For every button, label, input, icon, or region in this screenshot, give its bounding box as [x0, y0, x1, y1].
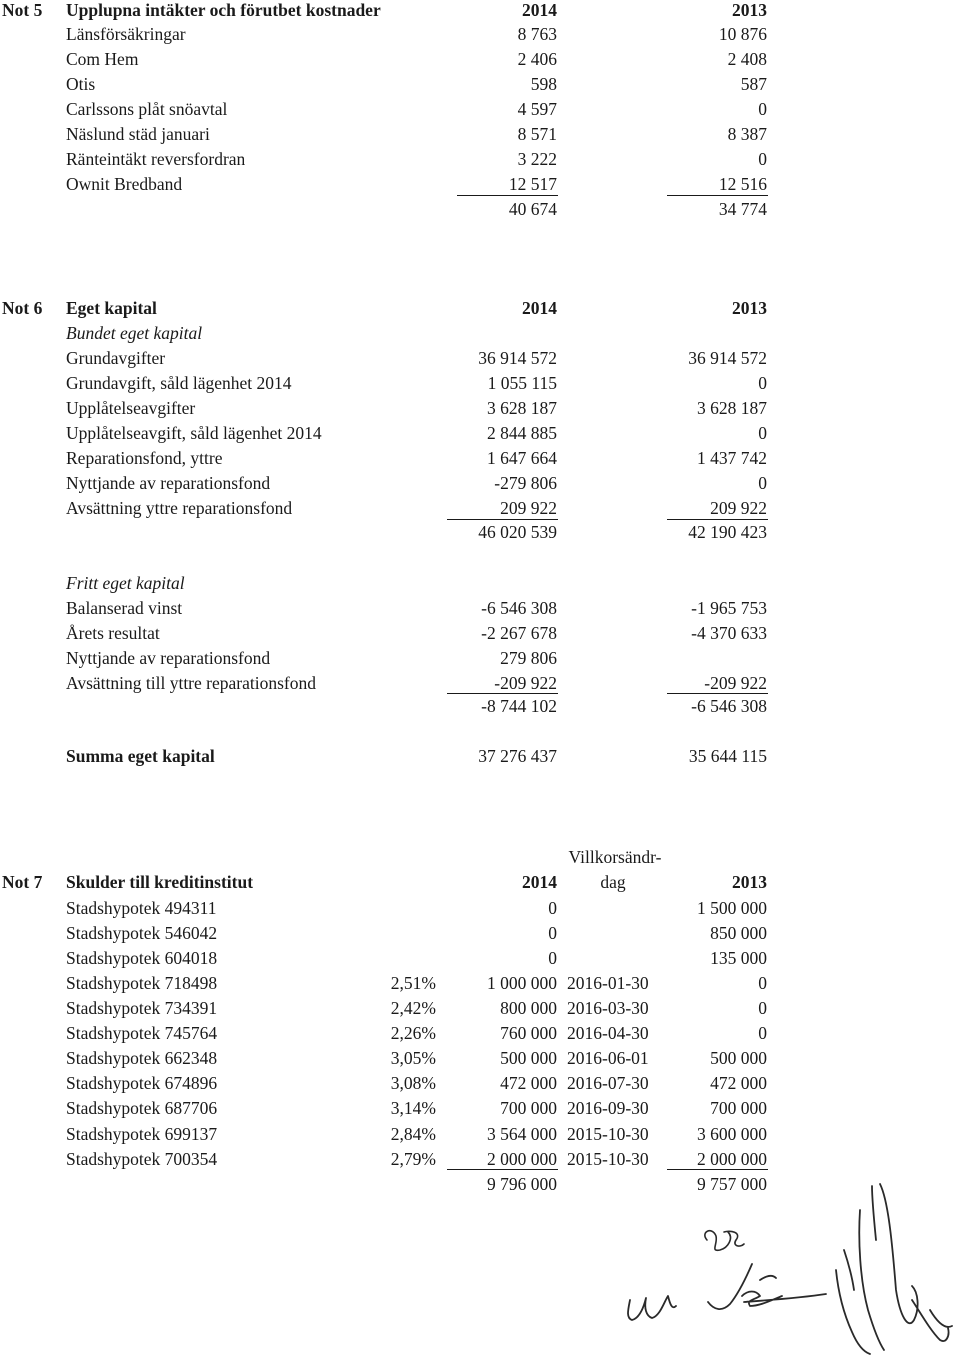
- total-2013: 9 757 000: [697, 1174, 767, 1194]
- signature-2: [708, 1264, 826, 1309]
- row-value-2014: 12 517: [508, 174, 557, 194]
- row-value-2014: -2 267 678: [481, 623, 557, 643]
- loan-value-2013: 0: [758, 1023, 767, 1043]
- signature-3: [836, 1184, 952, 1354]
- loan-name: Stadshypotek 494311: [66, 898, 217, 918]
- grand-total-2013: 35 644 115: [688, 746, 767, 766]
- loan-name: Stadshypotek 546042: [66, 923, 218, 943]
- row-value-2013: 587: [740, 74, 767, 94]
- loan-villkor-date: 2016-03-30: [567, 998, 649, 1018]
- loan-name: Stadshypotek 662348: [66, 1048, 218, 1068]
- row-value-2014: 8 571: [517, 124, 557, 144]
- loan-name: Stadshypotek 700354: [66, 1149, 218, 1169]
- loan-value-2013: 135 000: [710, 948, 767, 968]
- row-value-2014: -6 546 308: [481, 598, 557, 618]
- column-header-2013: 2013: [732, 298, 767, 318]
- row-value-2013: 0: [758, 99, 767, 119]
- row-value-2014: 3 222: [517, 149, 557, 169]
- row-label: Balanserad vinst: [66, 598, 183, 618]
- loan-rate: 3,05%: [390, 1048, 436, 1068]
- row-label: Upplåtelseavgift, såld lägenhet 2014: [66, 423, 322, 443]
- signature-1: [628, 1296, 676, 1320]
- row-value-2013: 209 922: [710, 498, 767, 518]
- row-value-2014: 279 806: [500, 648, 557, 668]
- sum-underline: [447, 519, 558, 520]
- loan-villkor-date: 2016-09-30: [567, 1098, 649, 1118]
- row-label: Nyttjande av reparationsfond: [66, 648, 271, 668]
- sum-underline: [667, 1169, 768, 1170]
- loan-value-2014: 2 000 000: [487, 1149, 557, 1169]
- column-header-2013: 2013: [732, 0, 767, 20]
- row-value-2014: 1 055 115: [487, 373, 557, 393]
- note-label: Not 5: [2, 0, 43, 20]
- loan-value-2014: 0: [548, 898, 557, 918]
- loan-villkor-date: 2015-10-30: [567, 1124, 649, 1144]
- loan-name: Stadshypotek 674896: [66, 1073, 218, 1093]
- sum-underline: [447, 1169, 558, 1170]
- row-label: Otis: [66, 74, 96, 94]
- row-value-2013: 3 628 187: [697, 398, 767, 418]
- row-value-2013: 1 437 742: [697, 448, 767, 468]
- row-label: Com Hem: [66, 49, 139, 69]
- column-header-2014: 2014: [522, 872, 557, 892]
- total-2014: 40 674: [508, 199, 557, 219]
- row-label: Grundavgift, såld lägenhet 2014: [66, 373, 292, 393]
- row-label: Länsförsäkringar: [66, 24, 186, 44]
- row-value-2014: 36 914 572: [478, 348, 557, 368]
- loan-value-2014: 472 000: [500, 1073, 557, 1093]
- row-value-2013: -1 965 753: [691, 598, 767, 618]
- column-header-villkor-line2: dag: [600, 872, 626, 892]
- row-value-2013: -4 370 633: [691, 623, 767, 643]
- row-label: Ränteintäkt reversfordran: [66, 149, 246, 169]
- row-value-2013: 0: [758, 423, 767, 443]
- loan-name: Stadshypotek 687706: [66, 1098, 218, 1118]
- note-title: Eget kapital: [66, 298, 157, 318]
- row-value-2013: 0: [758, 473, 767, 493]
- sum-underline: [667, 195, 768, 196]
- loan-villkor-date: 2016-01-30: [567, 973, 649, 993]
- column-header-2014: 2014: [522, 298, 557, 318]
- loan-villkor-date: 2016-06-01: [567, 1048, 649, 1068]
- row-value-2013: 10 876: [718, 24, 767, 44]
- row-value-2013: -209 922: [704, 673, 767, 693]
- loan-rate: 2,84%: [390, 1124, 436, 1144]
- loan-value-2013: 500 000: [710, 1048, 767, 1068]
- loan-rate: 3,08%: [390, 1073, 436, 1093]
- loan-name: Stadshypotek 734391: [66, 998, 218, 1018]
- row-value-2014: 3 628 187: [487, 398, 557, 418]
- grand-total-2014: 37 276 437: [478, 746, 557, 766]
- row-label: Årets resultat: [66, 623, 160, 643]
- row-value-2013: 36 914 572: [688, 348, 767, 368]
- loan-value-2014: 1 000 000: [487, 973, 557, 993]
- row-value-2014: -279 806: [494, 473, 557, 493]
- row-value-2014: 209 922: [500, 498, 557, 518]
- row-label: Näslund städ januari: [66, 124, 210, 144]
- loan-name: Stadshypotek 699137: [66, 1124, 218, 1144]
- row-value-2013: 2 408: [727, 49, 767, 69]
- loan-rate: 2,79%: [390, 1149, 436, 1169]
- note-title: Skulder till kreditinstitut: [66, 872, 254, 892]
- loan-name: Stadshypotek 745764: [66, 1023, 218, 1043]
- loan-value-2014: 0: [548, 923, 557, 943]
- row-value-2014: 2 844 885: [487, 423, 557, 443]
- row-value-2013: 8 387: [727, 124, 767, 144]
- loan-rate: 2,26%: [390, 1023, 436, 1043]
- subsection-heading: Fritt eget kapital: [66, 573, 185, 593]
- sum-underline: [457, 195, 558, 196]
- loan-villkor-date: 2016-07-30: [567, 1073, 649, 1093]
- row-label: Avsättning till yttre reparationsfond: [66, 673, 316, 693]
- row-value-2013: 0: [758, 373, 767, 393]
- loan-value-2013: 850 000: [710, 923, 767, 943]
- loan-name: Stadshypotek 604018: [66, 948, 218, 968]
- subtotal-2014: 46 020 539: [478, 522, 557, 542]
- row-label: Nyttjande av reparationsfond: [66, 473, 271, 493]
- loan-rate: 2,42%: [390, 998, 436, 1018]
- subtotal-2013: -6 546 308: [691, 696, 767, 716]
- loan-value-2014: 500 000: [500, 1048, 557, 1068]
- loan-value-2013: 1 500 000: [697, 898, 767, 918]
- loan-value-2014: 760 000: [500, 1023, 557, 1043]
- row-label: Carlssons plåt snöavtal: [66, 99, 228, 119]
- loan-value-2013: 700 000: [710, 1098, 767, 1118]
- row-value-2013: 0: [758, 149, 767, 169]
- loan-value-2014: 3 564 000: [487, 1124, 557, 1144]
- loan-villkor-date: 2016-04-30: [567, 1023, 649, 1043]
- row-value-2014: 4 597: [517, 99, 557, 119]
- row-value-2014: -209 922: [494, 673, 557, 693]
- column-header-2014: 2014: [522, 0, 557, 20]
- loan-value-2013: 0: [758, 998, 767, 1018]
- sum-underline: [447, 693, 558, 694]
- loan-value-2013: 2 000 000: [697, 1149, 767, 1169]
- loan-value-2014: 800 000: [500, 998, 557, 1018]
- subtotal-2014: -8 744 102: [481, 696, 557, 716]
- loan-value-2013: 0: [758, 973, 767, 993]
- row-label: Grundavgifter: [66, 348, 166, 368]
- subsection-heading: Bundet eget kapital: [66, 323, 203, 343]
- row-label: Avsättning yttre reparationsfond: [66, 498, 293, 518]
- grand-total-label: Summa eget kapital: [66, 746, 215, 766]
- column-header-villkor-line1: Villkorsändr-: [568, 847, 662, 867]
- row-value-2014: 1 647 664: [487, 448, 557, 468]
- total-2013: 34 774: [718, 199, 767, 219]
- row-label: Reparationsfond, yttre: [66, 448, 223, 468]
- loan-value-2014: 700 000: [500, 1098, 557, 1118]
- loan-rate: 2,51%: [390, 973, 436, 993]
- row-value-2014: 8 763: [517, 24, 557, 44]
- note-label: Not 6: [2, 298, 43, 318]
- row-label: Ownit Bredband: [66, 174, 183, 194]
- row-value-2014: 2 406: [517, 49, 557, 69]
- initials-signature: [705, 1231, 744, 1251]
- column-header-2013: 2013: [732, 872, 767, 892]
- loan-villkor-date: 2015-10-30: [567, 1149, 649, 1169]
- note-title: Upplupna intäkter och förutbet kostnader: [66, 0, 381, 20]
- row-value-2014: 598: [530, 74, 557, 94]
- loan-rate: 3,14%: [390, 1098, 436, 1118]
- loan-value-2013: 3 600 000: [697, 1124, 767, 1144]
- subtotal-2013: 42 190 423: [688, 522, 767, 542]
- row-label: Upplåtelseavgifter: [66, 398, 196, 418]
- loan-value-2014: 0: [548, 948, 557, 968]
- loan-value-2013: 472 000: [710, 1073, 767, 1093]
- total-2014: 9 796 000: [487, 1174, 557, 1194]
- row-value-2013: 12 516: [718, 174, 767, 194]
- sum-underline: [667, 519, 768, 520]
- loan-name: Stadshypotek 718498: [66, 973, 218, 993]
- sum-underline: [667, 693, 768, 694]
- note-label: Not 7: [2, 872, 43, 892]
